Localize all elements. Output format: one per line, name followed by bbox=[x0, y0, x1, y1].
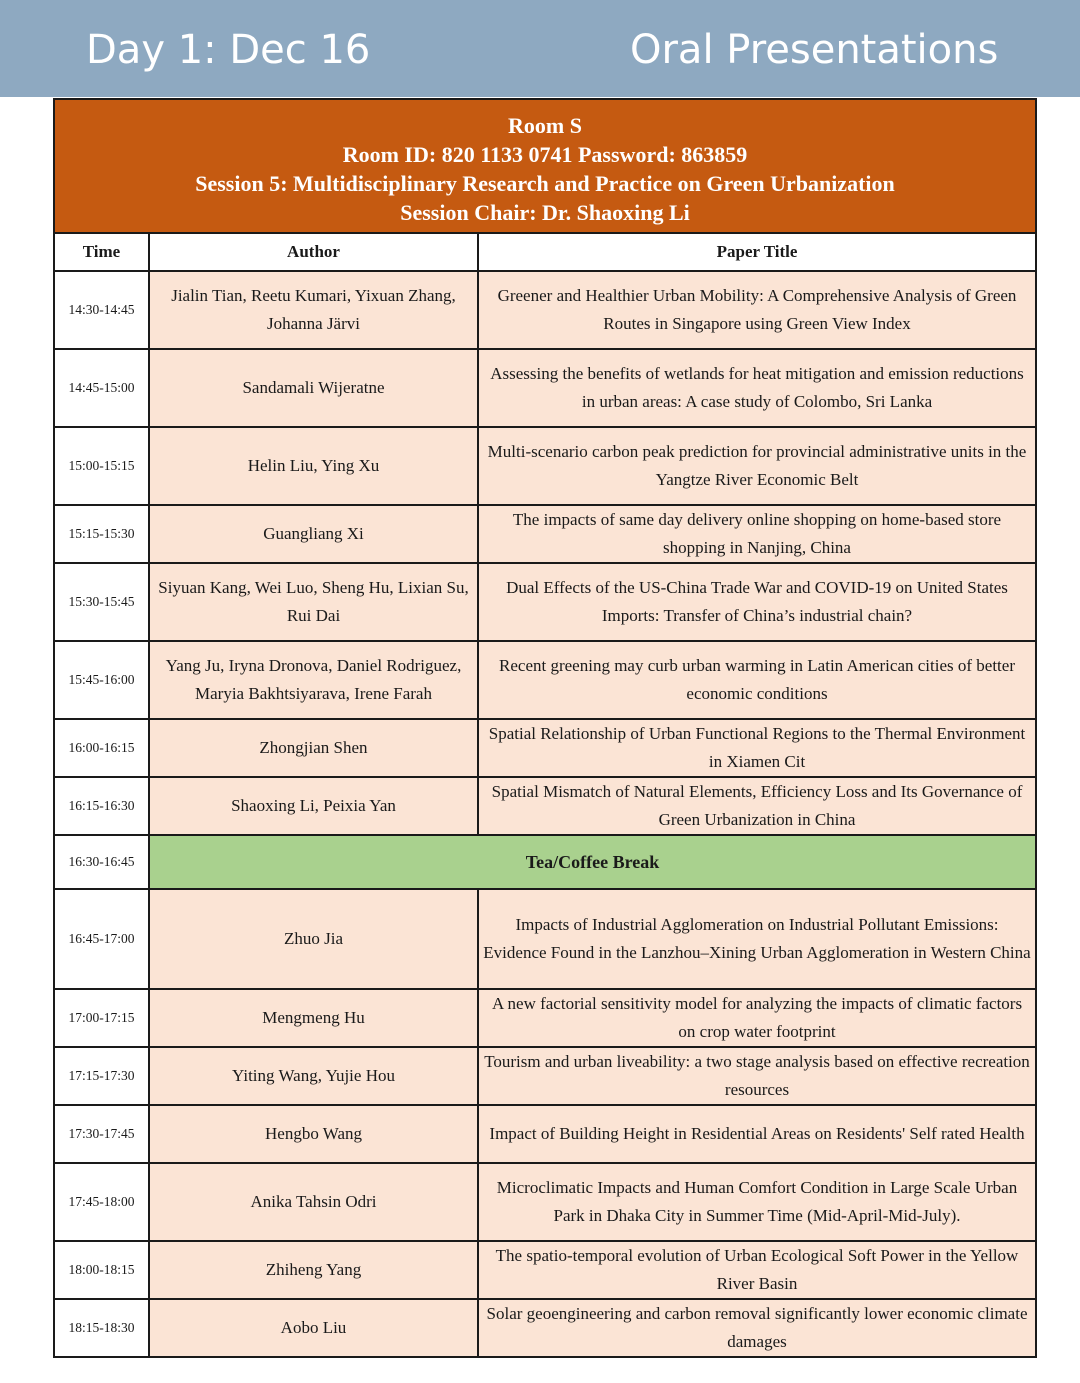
title-cell: Solar geoengineering and carbon removal significantly lower economic climate damages bbox=[478, 1299, 1036, 1357]
author-cell: Zhuo Jia bbox=[149, 889, 478, 989]
author-cell: Guangliang Xi bbox=[149, 505, 478, 563]
presentation-type-label: Oral Presentations bbox=[630, 27, 999, 73]
break-cell: Tea/Coffee Break bbox=[149, 835, 1036, 889]
column-header-row bbox=[54, 233, 1036, 271]
title-cell: Microclimatic Impacts and Human Comfort Condition in Large Scale Urban Park in Dhaka City in Summer Time (Mid-April-Mid-July). bbox=[478, 1163, 1036, 1241]
title-cell: Impact of Building Height in Residential Areas on Residents' Self rated Health bbox=[478, 1105, 1036, 1163]
column-header-title: Paper Title bbox=[478, 233, 1036, 271]
table-row bbox=[54, 889, 1036, 989]
time-cell: 17:00-17:15 bbox=[54, 989, 149, 1047]
title-cell: The spatio-temporal evolution of Urban Ecological Soft Power in the Yellow River Basin bbox=[478, 1241, 1036, 1299]
table-row bbox=[54, 777, 1036, 835]
table-row bbox=[54, 427, 1036, 505]
time-cell: 16:00-16:15 bbox=[54, 719, 149, 777]
table-row bbox=[54, 1105, 1036, 1163]
session-header-row bbox=[54, 99, 1036, 233]
time-cell: 16:30-16:45 bbox=[54, 835, 149, 889]
title-cell: Multi-scenario carbon peak prediction for provincial administrative units in the Yangtze River Economic Belt bbox=[478, 427, 1036, 505]
schedule-table bbox=[53, 98, 1037, 1358]
author-cell: Yang Ju, Iryna Dronova, Daniel Rodriguez, Maryia Bakhtsiyarava, Irene Farah bbox=[149, 641, 478, 719]
time-cell: 14:30-14:45 bbox=[54, 271, 149, 349]
table-row bbox=[54, 271, 1036, 349]
table-row bbox=[54, 1047, 1036, 1105]
author-cell: Helin Liu, Ying Xu bbox=[149, 427, 478, 505]
time-cell: 15:30-15:45 bbox=[54, 563, 149, 641]
time-cell: 18:00-18:15 bbox=[54, 1241, 149, 1299]
table-row bbox=[54, 719, 1036, 777]
title-cell: Greener and Healthier Urban Mobility: A Comprehensive Analysis of Green Routes in Singapore using Green View Index bbox=[478, 271, 1036, 349]
title-cell: Impacts of Industrial Agglomeration on Industrial Pollutant Emissions: Evidence Found in the Lanzhou–Xining Urban Agglomeration in Western China bbox=[478, 889, 1036, 989]
author-cell: Yiting Wang, Yujie Hou bbox=[149, 1047, 478, 1105]
time-cell: 15:45-16:00 bbox=[54, 641, 149, 719]
title-cell: Spatial Mismatch of Natural Elements, Efficiency Loss and Its Governance of Green Urbanization in China bbox=[478, 777, 1036, 835]
author-cell: Anika Tahsin Odri bbox=[149, 1163, 478, 1241]
time-cell: 16:15-16:30 bbox=[54, 777, 149, 835]
session-header bbox=[54, 99, 1036, 233]
title-cell: The impacts of same day delivery online shopping on home-based store shopping in Nanjing, China bbox=[478, 505, 1036, 563]
author-cell: Siyuan Kang, Wei Luo, Sheng Hu, Lixian Su, Rui Dai bbox=[149, 563, 478, 641]
time-cell: 18:15-18:30 bbox=[54, 1299, 149, 1357]
time-cell: 16:45-17:00 bbox=[54, 889, 149, 989]
author-cell: Aobo Liu bbox=[149, 1299, 478, 1357]
column-header-author: Author bbox=[149, 233, 478, 271]
author-cell: Shaoxing Li, Peixia Yan bbox=[149, 777, 478, 835]
table-row bbox=[54, 989, 1036, 1047]
session-chair: Session Chair: Dr. Shaoxing Li bbox=[400, 200, 690, 225]
time-cell: 15:00-15:15 bbox=[54, 427, 149, 505]
time-cell: 15:15-15:30 bbox=[54, 505, 149, 563]
table-row bbox=[54, 641, 1036, 719]
table-row bbox=[54, 1241, 1036, 1299]
time-cell: 17:30-17:45 bbox=[54, 1105, 149, 1163]
table-row bbox=[54, 563, 1036, 641]
author-cell: Zhiheng Yang bbox=[149, 1241, 478, 1299]
author-cell: Sandamali Wijeratne bbox=[149, 349, 478, 427]
time-cell: 14:45-15:00 bbox=[54, 349, 149, 427]
title-cell: Spatial Relationship of Urban Functional Regions to the Thermal Environment in Xiamen Cit bbox=[478, 719, 1036, 777]
time-cell: 17:15-17:30 bbox=[54, 1047, 149, 1105]
table-row bbox=[54, 505, 1036, 563]
title-cell: Dual Effects of the US-China Trade War and COVID-19 on United States Imports: Transfer of China’s industrial chain? bbox=[478, 563, 1036, 641]
break-row bbox=[54, 835, 1036, 889]
title-cell: Recent greening may curb urban warming in Latin American cities of better economic conditions bbox=[478, 641, 1036, 719]
table-row bbox=[54, 1299, 1036, 1357]
header-banner bbox=[0, 0, 1080, 97]
table-row bbox=[54, 349, 1036, 427]
author-cell: Zhongjian Shen bbox=[149, 719, 478, 777]
room-name: Room S bbox=[508, 113, 582, 138]
day-label: Day 1: Dec 16 bbox=[86, 27, 371, 73]
time-cell: 17:45-18:00 bbox=[54, 1163, 149, 1241]
title-cell: A new factorial sensitivity model for analyzing the impacts of climatic factors on crop water footprint bbox=[478, 989, 1036, 1047]
author-cell: Mengmeng Hu bbox=[149, 989, 478, 1047]
title-cell: Assessing the benefits of wetlands for heat mitigation and emission reductions in urban areas: A case study of Colombo, Sri Lanka bbox=[478, 349, 1036, 427]
author-cell: Hengbo Wang bbox=[149, 1105, 478, 1163]
room-credentials: Room ID: 820 1133 0741 Password: 863859 bbox=[342, 142, 748, 167]
author-cell: Jialin Tian, Reetu Kumari, Yixuan Zhang, Johanna Järvi bbox=[149, 271, 478, 349]
column-header-time: Time bbox=[54, 233, 149, 271]
session-title: Session 5: Multidisciplinary Research and Practice on Green Urbanization bbox=[195, 171, 895, 196]
title-cell: Tourism and urban liveability: a two stage analysis based on effective recreation resources bbox=[478, 1047, 1036, 1105]
table-row bbox=[54, 1163, 1036, 1241]
